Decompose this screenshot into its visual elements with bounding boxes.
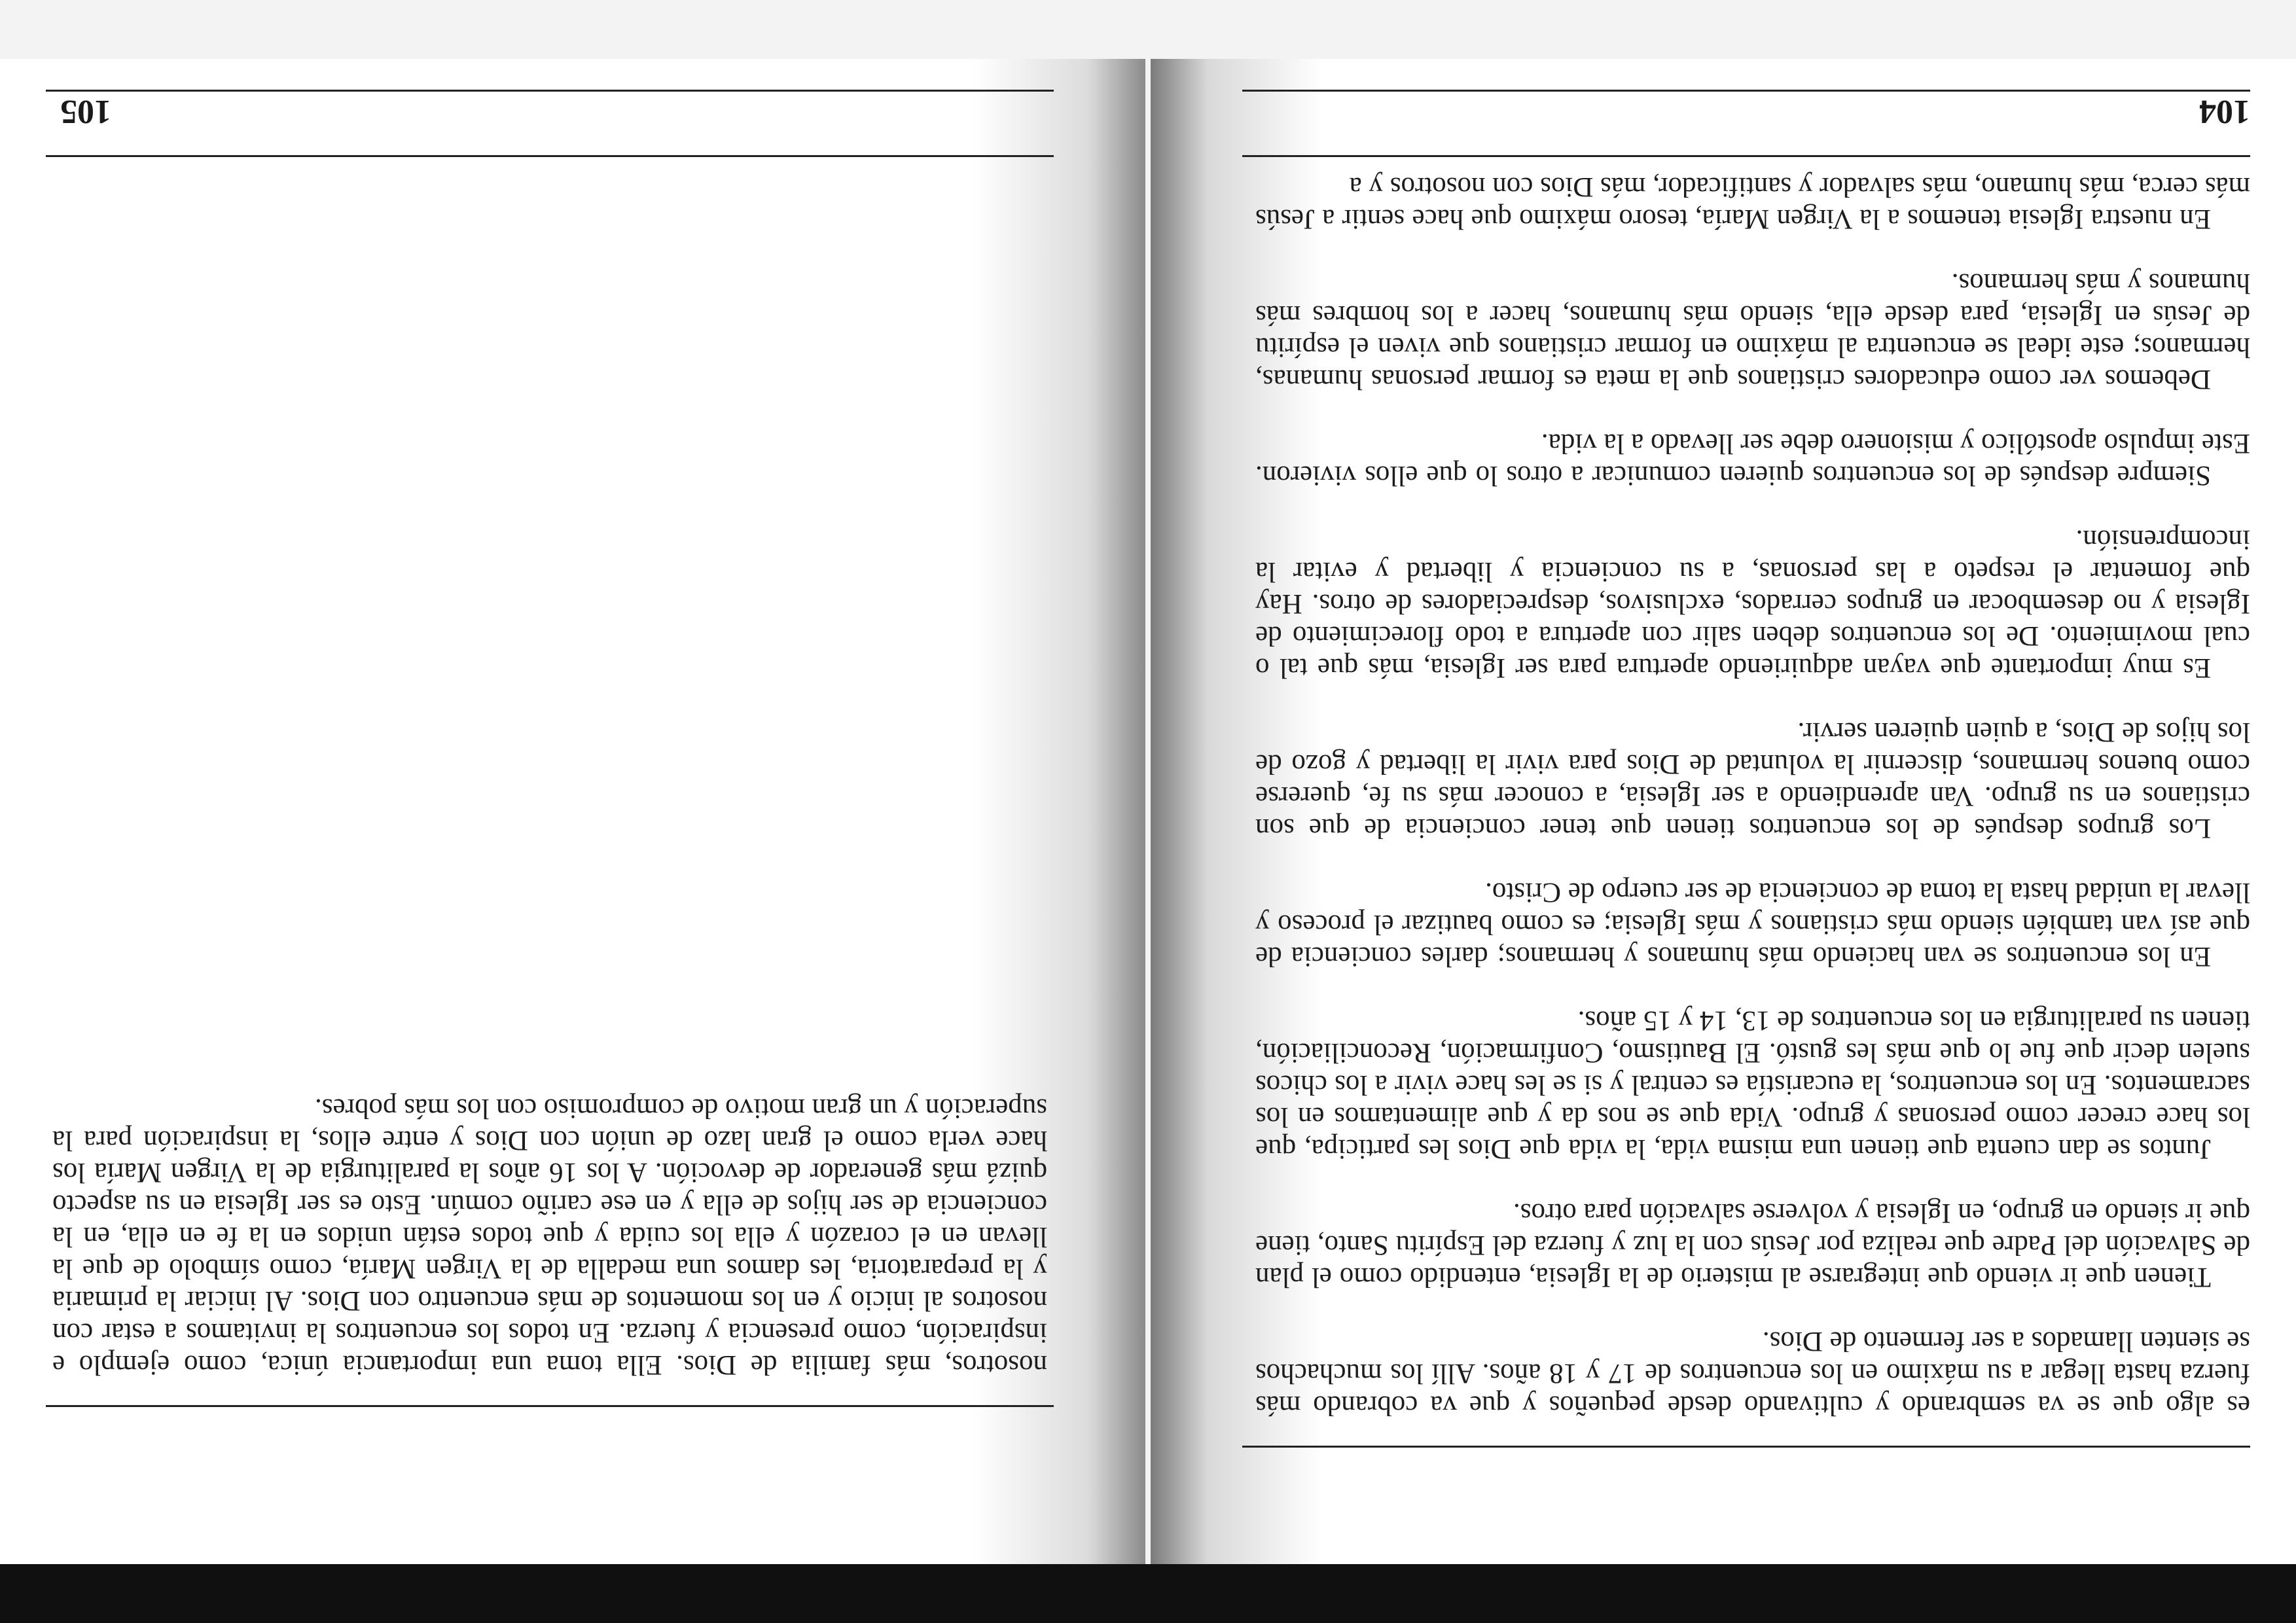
paragraph: Los grupos después de los encuentros tienen que tener conciencia de que son cristianos en su grupo. Van aprendiendo a ser Iglesia, a conocer más su fe, quererse como buenos hermanos, discernir la voluntad de Dios para vivir la libertad y gozo de los hijos de Dios, a quien quieren servir.	[1255, 717, 2250, 844]
page-105-body	[52, 1060, 1047, 1381]
paragraph: En los encuentros se van haciendo más humanos y hermanos; darles conciencia de que así van también siendo más cristianos y más Iglesia; es como bautizar el proceso y llevar la unidad hasta la toma de conciencia de ser cuerpo de Cristo.	[1255, 877, 2250, 972]
header-rule-bottom	[46, 90, 1054, 92]
rotated-spread	[0, 59, 2296, 1623]
paragraph: Juntos se dan cuenta que tienen una misma vida, la vida que Dios les participa, que los hace crecer como personas y grupo. Vida que se nos da y que alimentamos en los sacramentos. En los encuentros, la eucaristía es central y si se les hace vivir a los chicos suelen decir que fue lo que más les gustó. El Bautismo, Confirmación, Reconciliación, tienen su paraliturgia en los encuentros de 13, 14 y 15 años.	[1255, 1005, 2250, 1164]
page-number: 105	[60, 93, 111, 130]
page-105	[0, 59, 1145, 1564]
scanner-bed-edge	[0, 1564, 2296, 1623]
paragraph: nosotros, más familia de Dios. Ella toma una importancia única, como ejemplo e inspiración, como presencia y fuerza. En todos los encuentros la invitamos a estar con nosotros al inicio y en los momentos de más encuentro con Dios. Al iniciar la primaria y la preparatoria, les damos una medalla de la Virgen María, como símbolo de que la llevan en el corazón y ella los cuida y que todos están unidos en la fe en ella, en la conciencia de ser hijos de ella y en ese cariño común. Esto es ser Iglesia en su aspecto quizá más generador de devoción. A los 16 años la paraliturgia de la Virgen María los hace verla como el gran lazo de unión con Dios y entre ellos, la inspiración para la superación y un gran motivo de compromiso con los más pobres.	[52, 1093, 1047, 1380]
paragraph: Debemos ver como educadores cristianos que la meta es formar personas humanas, hermanos; este ideal se encuentra al máximo en formar cristianos que viven el espíritu de Jesús en Iglesia, para desde ella, siendo más humanos, hacer a los hombres más humanos y más hermanos.	[1255, 268, 2250, 395]
page-104-body	[1255, 139, 2250, 1421]
paragraph: es algo que se va sembrando y cultivando desde pequeños y que va cobrando más fuerza hasta llegar a su máximo en los encuentros de 17 y 18 años. Allí los muchachos se sienten llamados a ser fermento de Dios.	[1255, 1326, 2250, 1421]
footer-rule	[46, 1405, 1054, 1407]
paragraph: En nuestra Iglesia tenemos a la Virgen María, tesoro máximo que hace sentir a Jesús más cerca, más humano, más salvador y santificador, más Dios con nosotros y a	[1255, 171, 2250, 234]
page-104	[1151, 59, 2296, 1564]
footer-rule	[1242, 1446, 2250, 1448]
header-rule-bottom	[1242, 90, 2250, 92]
paragraph: Es muy importante que vayan adquiriendo apertura para ser Iglesia, más que tal o cual movimiento. De los encuentros deben salir con apertura a todo florecimiento de Iglesia y no desembocar en grupos cerrados, exclusivos, despreciadores de otros. Hay que fomentar el respeto a las personas, a su conciencia y libertad y evitar la incomprensión.	[1255, 524, 2250, 683]
paragraph: Tienen que ir viendo que integrarse al misterio de la Iglesia, entendido como el plan de Salvación del Padre que realiza por Jesús con la luz y fuerza del Espíritu Santo, tiene que ir siendo en grupo, en Iglesia y volverse salvación para otros.	[1255, 1198, 2250, 1293]
header-rule-top	[46, 155, 1054, 157]
page-number: 104	[2199, 93, 2250, 130]
paragraph: Siempre después de los encuentros quieren comunicar a otros lo que ellos vivieron. Este impulso apostólico y misionero debe ser llevado a la vida.	[1255, 428, 2250, 491]
